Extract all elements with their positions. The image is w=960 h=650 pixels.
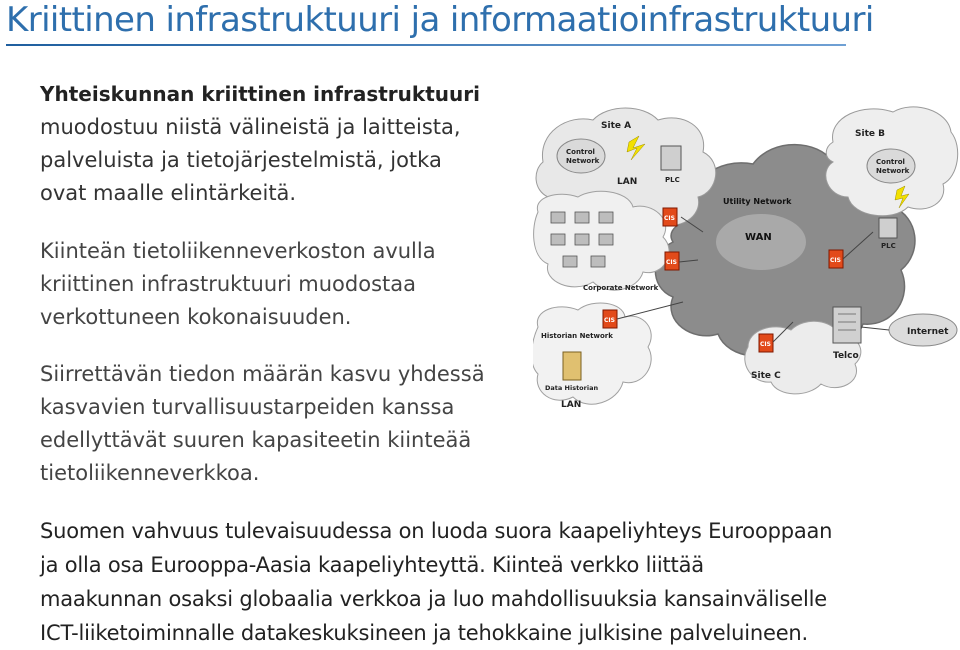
paragraph-line: kasvavien turvallisuustarpeiden kanssa	[40, 395, 455, 419]
svg-text:CIS: CIS	[604, 317, 615, 324]
paragraph-critical-infrastructure	[40, 78, 510, 210]
svg-text:CIS: CIS	[760, 341, 771, 348]
paragraph-line: verkottuneen kokonaisuuden.	[40, 305, 352, 329]
control-network-b-label-1: Control	[876, 158, 905, 166]
control-network-b-label-2: Network	[876, 167, 910, 175]
paragraph-line: ovat maalle elintärkeitä.	[40, 181, 297, 205]
paragraph-line: Kiinteän tietoliikenneverkoston avulla	[40, 239, 436, 263]
paragraph-line: ja olla osa Eurooppa-Aasia kaapeliyhteyttä. Kiinteä verkko liittää	[40, 553, 704, 577]
svg-text:CIS: CIS	[666, 259, 677, 266]
site-b-label: Site B	[855, 129, 885, 139]
paragraph-line: tietoliikenneverkkoa.	[40, 461, 260, 485]
historian-network-label: Historian Network	[541, 332, 613, 340]
paragraph-line: kriittinen infrastruktuuri muodostaa	[40, 272, 417, 296]
paragraph-line: muodostuu niistä välineistä ja laitteista,	[40, 115, 461, 139]
cis-firewall-icon	[665, 252, 679, 270]
plc-a-icon	[661, 146, 681, 170]
wan-label: WAN	[745, 232, 772, 243]
internet-label: Internet	[907, 327, 949, 337]
paragraph-data-growth	[40, 358, 520, 490]
plc-b-label: PLC	[881, 242, 896, 250]
paragraph-fixed-network	[40, 235, 510, 334]
plc-b-icon	[879, 218, 897, 238]
paragraph-line: Suomen vahvuus tulevaisuudessa on luoda suora kaapeliyhteys Eurooppaan	[40, 519, 833, 543]
cis-firewall-icon	[603, 310, 617, 328]
paragraph-line: maakunnan osaksi globaalia verkkoa ja luo mahdollisuuksia kansainväliselle	[40, 587, 827, 611]
paragraph-line: palveluista ja tietojärjestelmistä, jotka	[40, 148, 442, 172]
telco-label: Telco	[833, 351, 859, 361]
site-a-label: Site A	[601, 121, 632, 131]
paragraph-lead: Yhteiskunnan kriittinen infrastruktuuri	[40, 82, 480, 106]
lan-c-label: LAN	[561, 400, 582, 410]
plc-a-label: PLC	[665, 176, 680, 184]
utility-network-label: Utility Network	[723, 197, 792, 206]
svg-text:CIS: CIS	[664, 215, 675, 222]
cis-firewall-icon	[759, 334, 773, 352]
title-underline	[6, 44, 846, 46]
page-title: Kriittinen infrastruktuuri ja informaatioinfrastruktuuri	[6, 0, 874, 40]
cis-firewall-icon	[663, 208, 677, 226]
control-network-a-label-2: Network	[566, 157, 600, 165]
network-diagram	[533, 102, 960, 432]
control-network-a-label-1: Control	[566, 148, 595, 156]
paragraph-line: ICT-liiketoiminnalle datakeskuksineen ja tehokkaine julkisine palveluineen.	[40, 621, 808, 645]
cis-firewall-icon	[829, 250, 843, 268]
data-historian-server-icon	[563, 352, 581, 380]
corporate-network-label: Corporate Network	[583, 284, 659, 292]
paragraph-line: edellyttävät suuren kapasiteetin kiinteää	[40, 428, 472, 452]
paragraph-finland-strength	[40, 514, 945, 650]
site-c-label: Site C	[751, 371, 781, 381]
paragraph-line: Siirrettävän tiedon määrän kasvu yhdessä	[40, 362, 485, 386]
telco-server-icon	[833, 307, 861, 343]
lan-a-label: LAN	[617, 177, 638, 187]
data-historian-label: Data Historian	[545, 384, 599, 392]
svg-text:CIS: CIS	[830, 257, 841, 264]
